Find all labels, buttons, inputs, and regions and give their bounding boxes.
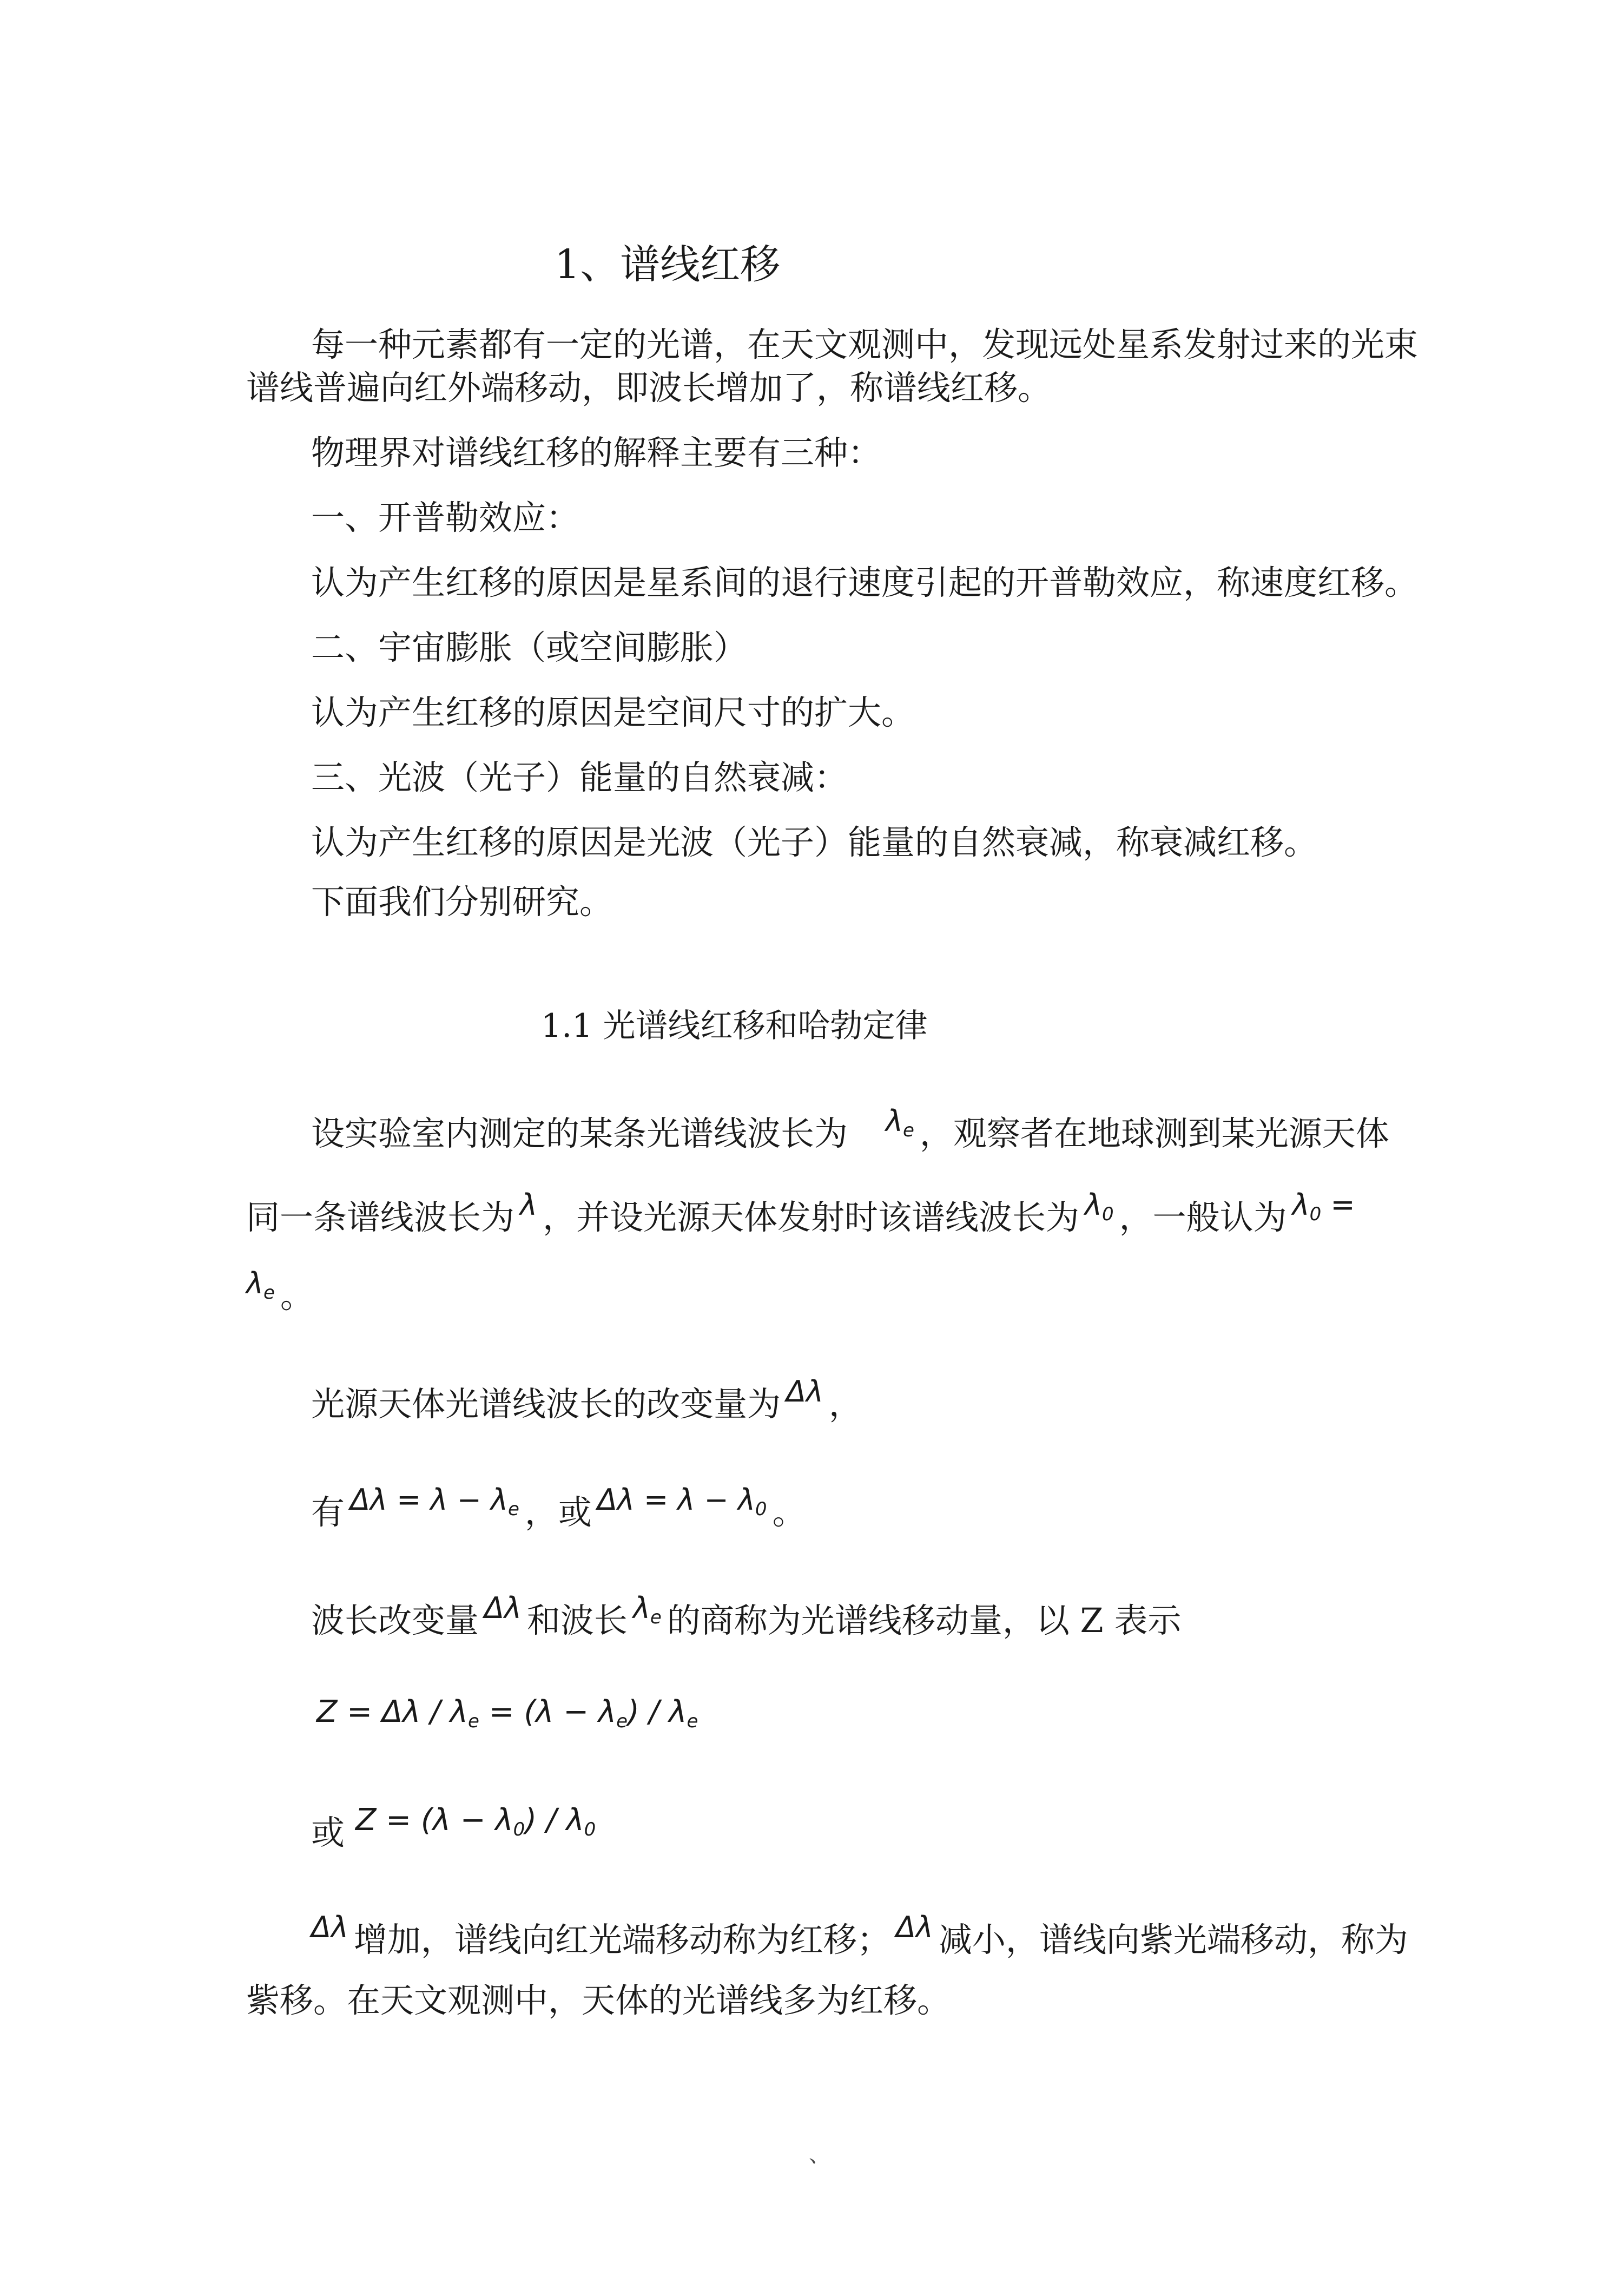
item3-text: 认为产生红移的原因是光波（光子）能量的自然衰减，称衰减红移。 bbox=[311, 823, 1318, 862]
body-line-8: Δλ 增加，谱线向红光端移动称为红移； Δλ 减小，谱线向紫光端移动，称为 bbox=[311, 1910, 1408, 1959]
lambda-e-symbol: $\lambda_e$ bbox=[246, 1266, 275, 1304]
item3-heading: 三、光波（光子）能量的自然衰减： bbox=[311, 758, 848, 797]
paragraph-intro-line1: 每一种元素都有一定的光谱，在天文观测中，发现远处星系发射过来的光束 bbox=[311, 325, 1419, 364]
subsection-title: 1.1 光谱线红移和哈勃定律 bbox=[541, 1007, 928, 1045]
formula-z-1: $Z = \Delta\lambda / \lambda_e = (\lambda - \lambda_e) / \lambda_e$ bbox=[316, 1694, 698, 1732]
body-line-4: 光源天体光谱线波长的改变量为 Δλ ， bbox=[311, 1374, 862, 1424]
delta-lambda-symbol: Δλ bbox=[311, 1910, 348, 1944]
formula-z-2-line: 或 $Z = (\lambda - \lambda_0) / \lambda_0$ bbox=[311, 1802, 596, 1852]
delta-lambda-symbol: Δλ bbox=[895, 1910, 933, 1944]
delta-lambda-symbol: Δλ bbox=[786, 1374, 823, 1409]
delta-eq-2: $\Delta\lambda = \lambda - \lambda_0$ bbox=[597, 1483, 767, 1520]
item2-heading: 二、宇宙膨胀（或空间膨胀） bbox=[311, 628, 748, 667]
paragraph-intro-line2: 谱线普遍向红外端移动，即波长增加了，称谱线红移。 bbox=[246, 368, 1052, 407]
body-line-2: 同一条谱线波长为 λ ，并设光源天体发射时该谱线波长为 $\lambda_0$ ，一般认为 $\lambda_0$ = bbox=[246, 1188, 1355, 1237]
item1-heading: 一、开普勒效应： bbox=[311, 498, 580, 537]
text: 设实验室内测定的某条光谱线波长为 bbox=[311, 1114, 848, 1153]
formula-z-2: $Z = (\lambda - \lambda_0) / \lambda_0$ bbox=[355, 1802, 596, 1840]
section-title: 1、谱线红移 bbox=[555, 241, 781, 288]
lambda-e-symbol: $\lambda_e$ bbox=[632, 1591, 662, 1628]
paragraph-explanations: 物理界对谱线红移的解释主要有三种： bbox=[311, 433, 882, 472]
delta-eq-1: $\Delta\lambda = \lambda - \lambda_e$ bbox=[350, 1483, 519, 1520]
body-line-3: $\lambda_e$ 。 bbox=[246, 1266, 314, 1315]
item2-text: 认为产生红移的原因是空间尺寸的扩大。 bbox=[311, 693, 915, 732]
body-line-6: 波长改变量 Δλ 和波长 $\lambda_e$ 的商称为光谱线移动量，以 Z 表示 bbox=[311, 1591, 1182, 1640]
body-line-1 bbox=[311, 1104, 1389, 1154]
lambda-symbol: λ bbox=[520, 1188, 537, 1222]
delta-lambda-symbol: Δλ bbox=[484, 1591, 522, 1625]
text: ，观察者在地球测到某光源天体 bbox=[919, 1114, 1389, 1153]
footer-mark: 、 bbox=[809, 2142, 830, 2167]
lambda-0-symbol: $\lambda_0$ bbox=[1085, 1188, 1114, 1225]
lambda-e-symbol: $\lambda_e$ bbox=[886, 1104, 914, 1141]
body-line-9: 紫移。在天文观测中，天体的光谱线多为红移。 bbox=[246, 1981, 951, 2020]
item1-text: 认为产生红移的原因是星系间的退行速度引起的开普勒效应，称速度红移。 bbox=[311, 563, 1419, 602]
lambda-0-eq: $\lambda_0$ = bbox=[1292, 1188, 1355, 1225]
paragraph-next: 下面我们分别研究。 bbox=[311, 882, 613, 922]
body-line-5: 有 $\Delta\lambda = \lambda - \lambda_e$ ，或 $\Delta\lambda = \lambda - \lambda_0$ 。 bbox=[311, 1483, 806, 1532]
